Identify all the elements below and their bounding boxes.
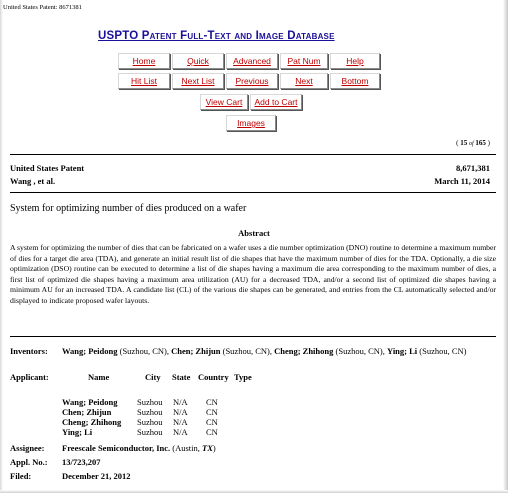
inventor-location: (Suzhou, CN)	[119, 346, 167, 356]
patent-ref-header: United States Patent: 8671381	[3, 4, 82, 11]
patent-date: March 11, 2014	[434, 176, 490, 186]
previous-button[interactable]: Previous	[226, 73, 278, 89]
assignee-label: Assignee:	[10, 443, 45, 453]
applicant-country: CN	[206, 427, 218, 437]
applicant-header-city: City	[145, 372, 161, 382]
applicant-name: Wang; Peidong	[62, 397, 118, 407]
hit-list-button[interactable]: Hit List	[118, 73, 170, 89]
result-current: 15	[460, 139, 468, 147]
applicant-city: Suzhou	[137, 397, 163, 407]
applicant-country: CN	[206, 417, 218, 427]
applicant-state: N/A	[173, 427, 188, 437]
home-button[interactable]: Home	[118, 53, 170, 69]
inventor-name: Wang; Peidong	[62, 346, 118, 356]
applicant-city: Suzhou	[137, 427, 163, 437]
patent-number-search-button[interactable]: Pat Num	[280, 53, 328, 69]
applicant-name: Chen; Zhijun	[62, 407, 112, 417]
inventor-location: (Suzhou, CN)	[419, 346, 467, 356]
page-shadow-right	[503, 0, 508, 493]
next-list-button[interactable]: Next List	[172, 73, 224, 89]
help-button[interactable]: Help	[330, 53, 380, 69]
applicant-state: N/A	[173, 417, 188, 427]
quick-search-button[interactable]: Quick	[172, 53, 224, 69]
abstract-heading: Abstract	[238, 228, 270, 238]
appl-no-value: 13/723,207	[62, 457, 101, 467]
images-button[interactable]: Images	[226, 115, 276, 131]
database-title-link[interactable]: USPTO Patent Full-Text and Image Database	[98, 30, 335, 42]
applicant-state: N/A	[173, 407, 188, 417]
page-shadow-left	[0, 0, 3, 493]
result-total: 165	[475, 139, 486, 147]
appl-no-label: Appl. No.:	[10, 457, 48, 467]
applicant-name: Ying; Li	[62, 427, 93, 437]
filed-label: Filed:	[10, 471, 32, 481]
assignee-name: Freescale Semiconductor, Inc.	[62, 443, 171, 453]
next-button[interactable]: Next	[280, 73, 328, 89]
applicant-name: Cheng; Zhihong	[62, 417, 122, 427]
patent-inventor-short: Wang , et al.	[10, 176, 56, 186]
applicant-header-type: Type	[234, 372, 252, 382]
filed-date: December 21, 2012	[62, 471, 131, 481]
applicant-header-name: Name	[88, 372, 110, 382]
applicant-header-state: State	[172, 372, 191, 382]
patent-title: System for optimizing number of dies produced on a wafer	[10, 203, 247, 214]
inventor-location: (Suzhou, CN)	[222, 346, 270, 356]
applicant-header-country: Country	[198, 372, 229, 382]
inventor-name: Cheng; Zhihong	[274, 346, 334, 356]
patent-number: 8,671,381	[456, 163, 490, 173]
assignee-value: Freescale Semiconductor, Inc. (Austin, TX)	[62, 443, 216, 453]
applicant-city: Suzhou	[137, 417, 163, 427]
abstract-text: A system for optimizing the number of dies that can be fabricated on a wafer uses a die number optimization (DNO) routine to determine a maximum number of dies for a target die area (TDA), and generate an initial result list of die shapes that have the maximum number of dies for the TDA. Optionally, a die size optimization (DSO) routine can be executed to determine a list of die shapes having a maximum die area corresponding to the maximum number of dies, a first list of optimized die shapes having a maximum area utilization (AU) for a decreased TDA, and/or a second list of optimized die shapes having a minimum AU for an increased TDA. A candidate list (CL) of the various die shapes can be generated, and entries from the CL automatically selected and/or displayed to indicate proposed wafer layouts.	[10, 243, 496, 305]
applicant-country: CN	[206, 397, 218, 407]
view-cart-button[interactable]: View Cart	[200, 94, 248, 110]
applicant-country: CN	[206, 407, 218, 417]
assignee-state: TX	[202, 443, 213, 453]
add-to-cart-button[interactable]: Add to Cart	[250, 94, 302, 110]
inventors-list: Wang; Peidong (Suzhou, CN), Chen; Zhijun (Suzhou, CN), Cheng; Zhihong (Suzhou, CN), Ying; Li (Suzhou, CN)	[62, 346, 467, 356]
inventor-name: Ying; Li	[387, 346, 418, 356]
bottom-button[interactable]: Bottom	[330, 73, 380, 89]
applicant-label: Applicant:	[10, 372, 49, 382]
inventor-name: Chen; Zhijun	[171, 346, 221, 356]
result-position: ( 15 of 165 )	[456, 139, 490, 147]
inventors-label: Inventors:	[10, 346, 48, 356]
applicant-city: Suzhou	[137, 407, 163, 417]
patent-type: United States Patent	[10, 163, 85, 173]
inventor-location: (Suzhou, CN)	[335, 346, 383, 356]
divider-abstract	[10, 336, 496, 337]
divider-top	[10, 154, 496, 155]
applicant-state: N/A	[173, 397, 188, 407]
advanced-search-button[interactable]: Advanced	[226, 53, 278, 69]
divider-middle	[10, 192, 496, 193]
